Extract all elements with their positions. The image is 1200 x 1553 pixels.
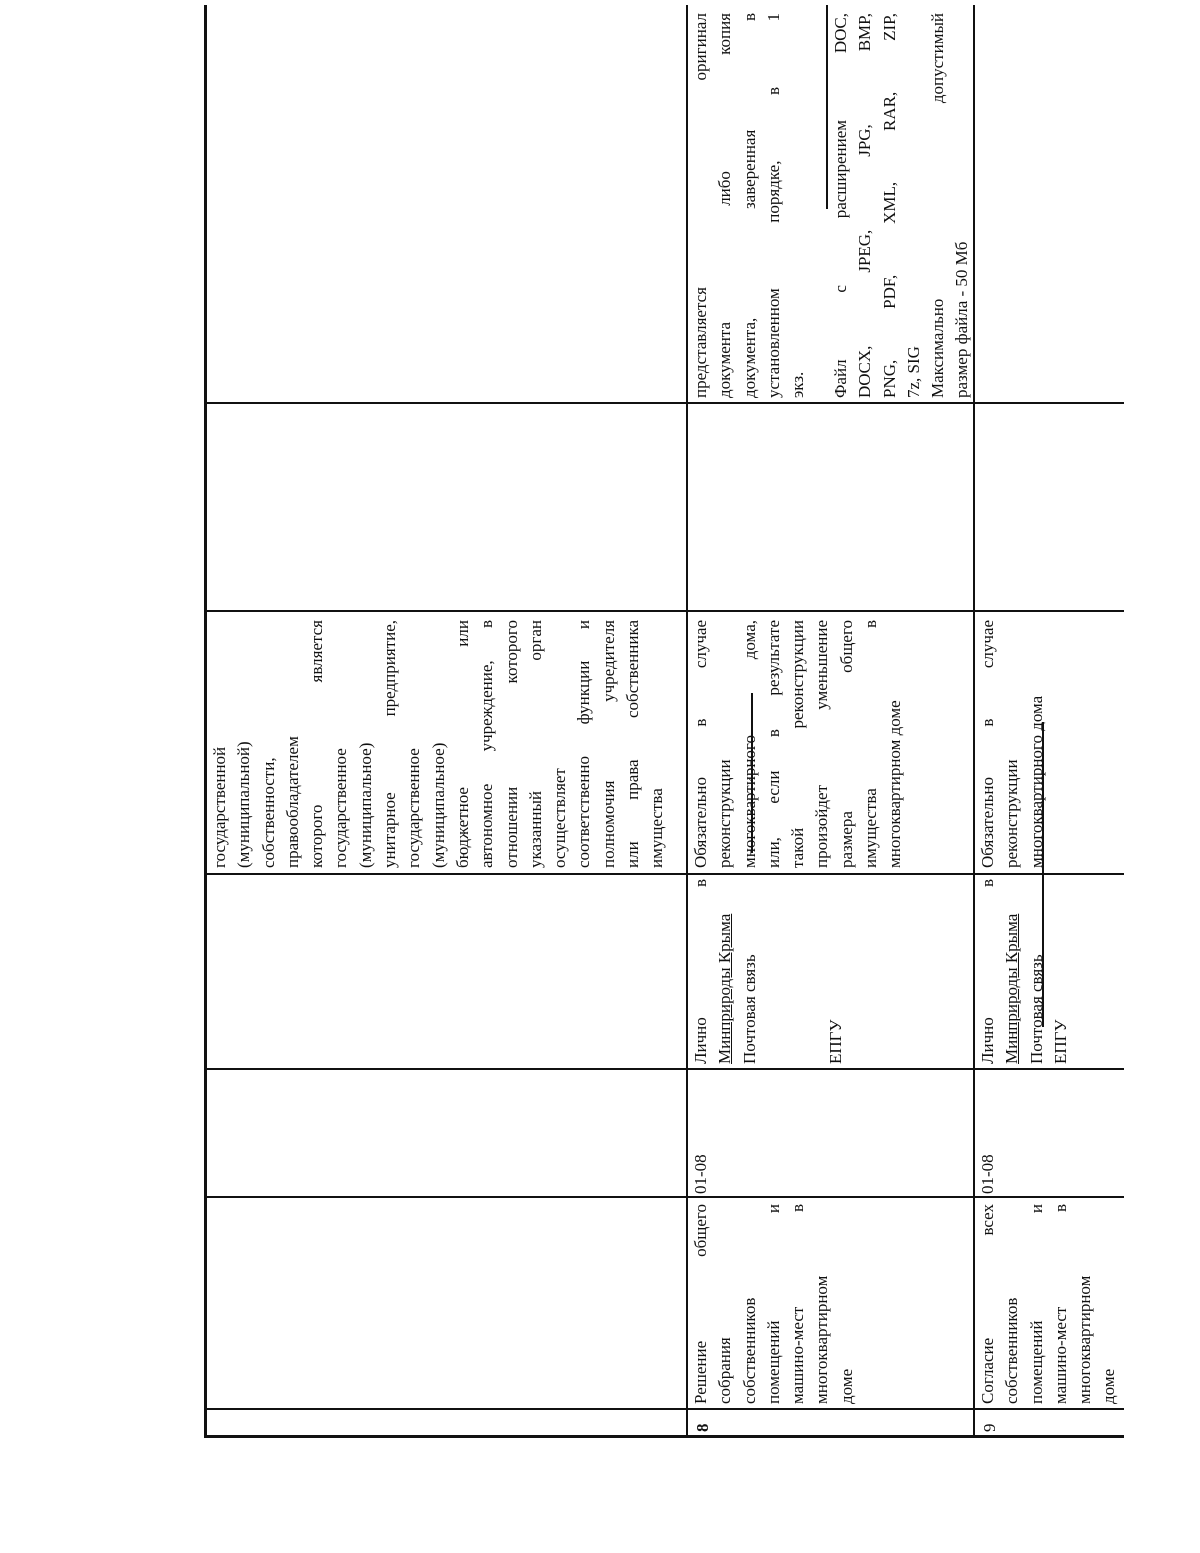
text-line: многоквартирного дома [1026,695,1046,868]
text-line: государственное [404,748,424,868]
text-line: Минприроды Крыма [1002,913,1022,1064]
text-line: или, если в результате [763,620,783,868]
text-line: или права собственника [623,620,643,868]
text-line: размер файла - 50 Мб [952,241,972,398]
text-line: государственной [210,746,229,868]
document-name [976,1204,1122,1404]
text-line: размера общего [836,620,856,868]
text-line: помещений и [1026,1204,1046,1404]
text-line: DOCX, JPEG, JPG, BMP, [855,13,875,398]
text-line: такой реконструкции [788,620,808,868]
prev-row-description [208,620,670,868]
text-line: собственников [1002,1297,1022,1404]
text-line: многоквартирном [812,1275,832,1404]
text-line: Обязательно в случае [978,620,997,868]
text-line: (муниципальной) [234,741,254,868]
text-line: соответственно функции и [574,620,594,868]
text-line: реконструкции [715,759,735,868]
column-border-2 [204,1409,1124,1411]
row-number: 8 [693,1423,712,1432]
text-line: Обязательно в случае [691,620,710,868]
document-code: 01-08 [978,1154,997,1194]
text-line: Файл с расширением DOC, [831,13,850,398]
channel-mail: Почтовая связь [740,954,759,1064]
document-name [689,1204,859,1404]
text-line: Согласие всех [978,1204,997,1404]
text-line: доме [836,1368,856,1404]
column-border-6 [204,611,1124,613]
text-line: имущества в [861,620,881,868]
format-separator-row8 [826,5,828,209]
text-line: которого является [307,620,327,868]
text-line: отношении которого [501,620,521,868]
text-line: осуществляет [550,768,570,868]
text-line: Решение общего [691,1204,710,1404]
text-line: имущества [647,788,667,868]
text-line: 7z, SIG [903,346,923,398]
row-separator-prev-8 [686,5,688,1438]
row-number: 9 [980,1423,999,1432]
text-line: многоквартирного дома, [739,620,759,868]
document-code: 01-08 [691,1154,710,1194]
text-line: документа либо копия [715,13,735,398]
text-line: машино-мест в [1050,1204,1070,1404]
text-line: Лично в [978,879,997,1064]
document-requirements [689,13,810,398]
channel-epgu: ЕПГУ [826,1019,845,1064]
text-line: экз. [788,371,808,398]
text-line: собственности, [258,757,278,868]
text-line: PNG, PDF, XML, RAR, ZIP, [879,13,899,398]
column-border-3 [204,1197,1124,1199]
text-line: произойдет уменьшение [812,620,832,868]
column-border-7 [204,403,1124,405]
submission-condition [976,620,1049,868]
text-line: собственников [739,1297,759,1404]
text-line: помещений и [763,1204,783,1404]
text-line: представляется оригинал [691,13,710,398]
channel-epgu: ЕПГУ [1051,1019,1070,1064]
text-line: полномочия учредителя [598,620,618,868]
submission-condition [689,620,908,868]
text-line: государственное [331,748,351,868]
text-line: Максимально допустимый [928,13,948,398]
channel-personal [976,879,1025,1064]
text-line: указанный орган [525,620,545,868]
text-line: многоквартирном [1075,1275,1095,1404]
text-line: установленном порядке, в 1 [763,13,783,398]
text-line: автономное учреждение, в [477,620,497,868]
text-line: унитарное предприятие, [380,620,400,868]
text-line: бюджетное или [452,620,472,868]
table-top-border [204,5,207,1438]
file-format-requirements [829,13,975,398]
channel-personal [689,879,738,1064]
text-line: (муниципальное) [355,742,375,868]
column-border-5 [204,874,1124,876]
text-line: реконструкции [1002,759,1022,868]
text-line: многоквартирном доме [885,700,905,868]
column-border-4 [204,1069,1124,1071]
text-line: Лично в [691,879,710,1064]
rotated-document-page [204,5,1119,1438]
text-line: (муниципальное) [428,742,448,868]
text-line: доме [1099,1368,1119,1404]
text-line: правообладателем [282,736,302,868]
channel-mail: Почтовая связь [1027,954,1046,1064]
text-line: машино-мест в [788,1204,808,1404]
text-line: документа, заверенная в [739,13,759,398]
text-line: Минприроды Крыма [715,913,735,1064]
column-border-1 [204,1436,1124,1439]
text-line: собрания [715,1337,735,1404]
